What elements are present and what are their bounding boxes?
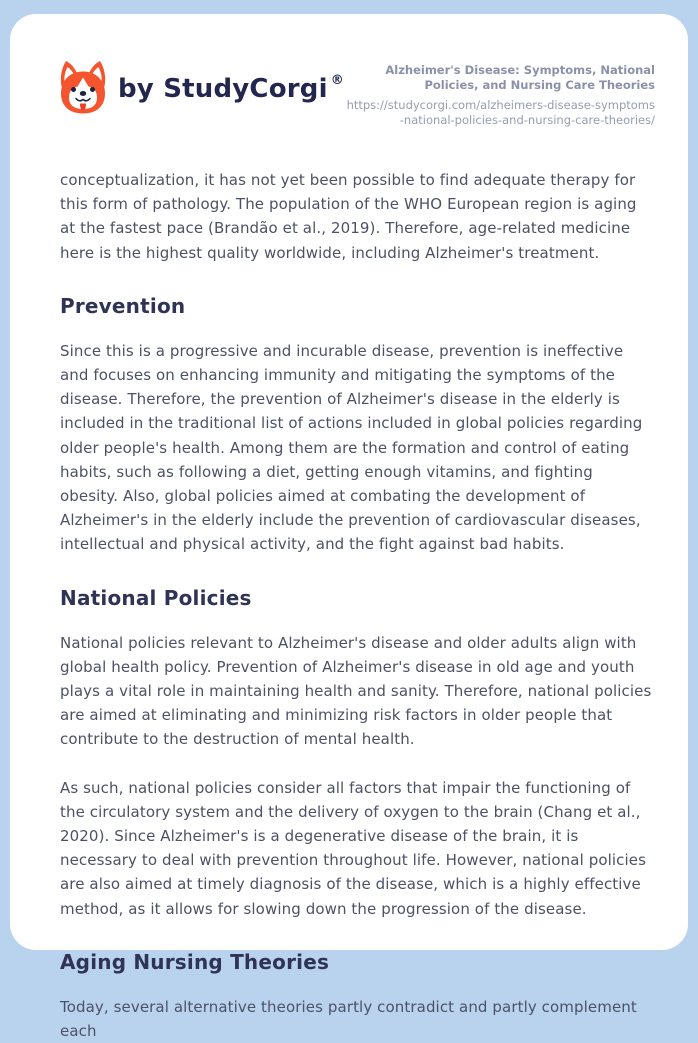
- paragraph: National policies relevant to Alzheimer's disease and older adults align with global health policy. Prevention of Alzheimer's disease in old age and youth plays a vital role in maintaining health and sanity. Therefore, national policies are aimed at eliminating and minimizing risk factors in older people that contribute to the destruction of mental health.: [60, 633, 652, 749]
- registered-mark: ®: [330, 72, 344, 88]
- corgi-logo-icon: [58, 60, 108, 116]
- document-header: [10, 14, 688, 128]
- section-heading-national-policies: National Policies: [60, 585, 252, 610]
- studycorgi-brand: [58, 60, 344, 116]
- paragraph: conceptualization, it has not yet been possible to find adequate therapy for this form of pathology. The population of the WHO European region is aging at the fastest pace (Brandão et al., 2019). Therefore, age-related medicine here is the highest quality worldwide, including Alzheimer's treatment.: [60, 171, 637, 262]
- brand-label: by StudyCorgi ®: [118, 72, 344, 104]
- paragraph: Since this is a progressive and incurable disease, prevention is ineffective and focuses on enhancing immunity and mitigating the symptoms of the disease. Therefore, the prevention of Alzheimer's disease in the elderly is included in the traditional list of actions included in global policies regarding older people's health. Among them are the formation and control of eating habits, such as following a diet, getting enough vitamins, and fighting obesity. Also, global policies aimed at combating the development of Alzheimer's in the elderly include the prevention of cardiovascular diseases, intellectual and physical activity, and the fight against bad habits.: [60, 341, 643, 554]
- document-url-link[interactable]: https://studycorgi.com/alzheimers-disease-symptoms-national-policies-and-nursing-care-theories/: [346, 98, 655, 127]
- paragraph: As such, national policies consider all factors that impair the functioning of the circulatory system and the delivery of oxygen to the brain (Chang et al., 2020). Since Alzheimer's is a degenerative disease of the brain, it is necessary to deal with prevention throughout life. However, national policies are also aimed at timely diagnosis of the disease, which is a highly effective method, as it allows for slowing down the progression of the disease.: [60, 778, 647, 918]
- article-content: [10, 128, 688, 1043]
- document-title: Alzheimer's Disease: Symptoms, National Policies, and Nursing Care Theories: [385, 63, 655, 92]
- paragraph: Today, several alternative theories partly contradict and partly complement each: [60, 997, 637, 1041]
- section-heading-prevention: Prevention: [60, 293, 186, 318]
- document-card: [10, 14, 688, 1041]
- section-heading-aging-nursing-theories: Aging Nursing Theories: [60, 949, 330, 974]
- document-meta: [344, 60, 655, 128]
